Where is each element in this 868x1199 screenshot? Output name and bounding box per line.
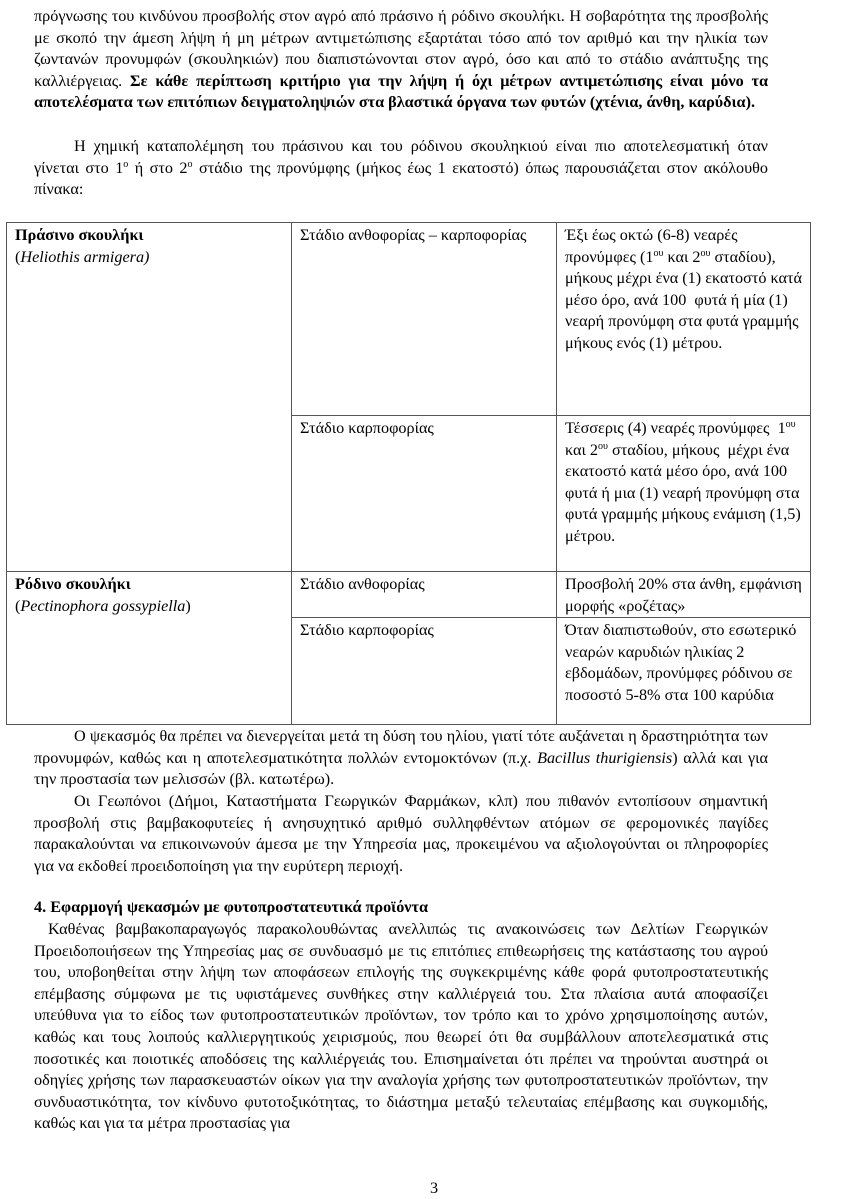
table-row xyxy=(7,223,811,416)
superscript: ου xyxy=(653,247,664,259)
superscript: ου xyxy=(785,419,796,430)
threshold-text: και 2 xyxy=(565,440,598,459)
paragraph-pest-forecast xyxy=(34,6,768,114)
threshold-cell: Όταν διαπιστωθούν, στο εσωτερικό νεαρών καρυδιών ηλικίας 2 εβδομάδων, προνύμφες ρόδινου σε ποσοστό 5-8% στα 100 καρύδια xyxy=(557,618,811,725)
paragraph-text: πρόγνωσης του κινδύνου προσβολής στον αγρό από πράσινο ή ρόδινο σκουλήκι. Η σοβαρότητα της προσβολής με σκοπό την άμεση λήψη ή μη μέτρων αντιμετώπισης εξαρτάται τόσο από τον αριθμό και την ηλικία των ζωντανών προνυμφών (σκουληκιών) που διαπιστώνονται στον αγρό, όσο και από το στάδιο ανάπτυξης της καλλιέργειας. xyxy=(34,7,768,90)
pest-name: Ρόδινο σκουλήκι xyxy=(15,575,131,593)
pest-latin-name: (Pectinophora gossypiella) xyxy=(15,596,191,615)
threshold-text: και 2 xyxy=(663,247,701,266)
paragraph-spraying-timing xyxy=(34,726,768,791)
pest-threshold-table xyxy=(6,222,811,725)
pest-latin-name: (Heliothis armigera) xyxy=(15,247,150,266)
pest-cell xyxy=(7,223,292,572)
paragraph-text: Η χημική καταπολέμηση του πράσινου και του ρόδινου σκουληκιού είναι πιο αποτελεσματική όταν γίνεται στο 1 xyxy=(34,137,768,177)
stage-cell: Στάδιο καρποφορίας xyxy=(292,416,557,572)
threshold-cell xyxy=(557,223,811,416)
paragraph-text: Ο ψεκασμός θα πρέπει να διενεργείται μετά τη δύση του ηλίου, γιατί τότε αυξάνεται η δραστηριότητα των προνυμφών, καθώς και η αποτελεσματικότητα πολλών εντομοκτόνων (π.χ. xyxy=(34,727,768,767)
paragraph-text: ) αλλά και για την προστασία των μελισσών (βλ. κατωτέρω). xyxy=(34,748,769,789)
threshold-text: Έξι έως οκτώ (6-8) νεαρές προνύμφες (1 xyxy=(565,226,738,266)
pest-name: Πράσινο σκουλήκι xyxy=(15,226,144,244)
paragraph-bold-text: Σε κάθε περίπτωση κριτήριο για την λήψη ή όχι μέτρων αντιμετώπισης είναι μόνο τα αποτελέσματα των επιτόπιων δειγματοληψιών στα βλαστικά όργανα των φυτών (χτένια, άνθη, καρύδια). xyxy=(34,71,768,112)
paragraph-text: ή στο 2 xyxy=(128,158,188,177)
threshold-text: σταδίου, μήκους μέχρι ένα εκατοστό κατά μέσο όρο, ανά 100 φυτά ή μια (1) νεαρή προνύμφη στα φυτά γραμμής μήκους ενάμιση (1,5) μέτρου. xyxy=(565,440,805,545)
pest-cell xyxy=(7,572,292,725)
section-heading: 4. Εφαρμογή ψεκασμών με φυτοπροστατευτικά προϊόντα xyxy=(34,898,429,916)
superscript: ο xyxy=(123,158,129,170)
paragraph-chemical-control xyxy=(34,136,768,201)
latin-name-text: Pectinophora gossypiella xyxy=(20,596,186,615)
page-number: 3 xyxy=(429,1179,439,1197)
stage-cell: Στάδιο καρποφορίας xyxy=(292,618,557,725)
latin-name-text: Heliothis armigera xyxy=(20,247,145,266)
table-row xyxy=(7,572,811,618)
stage-cell: Στάδιο ανθοφορίας xyxy=(292,572,557,618)
paragraph-text: στάδιο της προνύμφης (μήκος έως 1 εκατοστό) όπως παρουσιάζεται στον ακόλουθο πίνακα: xyxy=(34,158,768,199)
threshold-text: Τέσσερις (4) νεαρές προνύμφες 1 xyxy=(565,419,786,437)
threshold-text: σταδίου), μήκους μέχρι ένα (1) εκατοστό κατά μέσο όρο, ανά 100 φυτά ή μία (1) νεαρή προνύμφη στα φυτά γραμμής μήκους ενός (1) μέτρου. xyxy=(565,247,807,352)
paragraph-agronomists: Οι Γεωπόνοι (Δήμοι, Καταστήματα Γεωργικών Φαρμάκων, κλπ) που πιθανόν εντοπίσουν σημαντική προσβολή στις βαμβακοφυτείες ή ανησυχητικό αριθμό συλληφθέντων ατόμων σε φερομονικές παγίδες παρακαλούνται να επικοινωνούν άμεσα με την Υπηρεσία μας, προκειμένου να αξιολογούνται οι πληροφορίες για να εκδοθεί προειδοποίηση για την ευρύτερη περιοχή. xyxy=(34,792,768,875)
paragraph-italic-text: Bacillus thurigiensis xyxy=(537,748,673,767)
threshold-cell xyxy=(557,416,811,572)
section-body: Καθένας βαμβακοπαραγωγός παρακολουθώντας ανελλιπώς τις ανακοινώσεις των Δελτίων Γεωργικών Προειδοποιήσεων της Υπηρεσίας μας σε συνδυασμό με τις επιτόπιες επιθεωρήσεις της κατάστασης του αγρού του, υποβοηθείται στην λήψη των αποφάσεων επιλογής της συγκεκριμένης κάθε φορά φυτοπροστατευτικής επέμβασης σύμφωνα με τις υφιστάμενες συνθήκες στην καλλιέργειά του. Στα πλαίσια αυτά αποφασίζει υπεύθυνα για το είδος των φυτοπροστατευτικών προϊόντων, τον τρόπο και το χρόνο χρησιμοποίησης αυτών, καθώς και τους λοιπούς καλλιεργητικούς χειρισμούς, που θεωρεί ότι θα συμβάλλουν αποτελεσματικά στις ποσοτικές και ποιοτικές αποδόσεις της καλλιέργειάς του. Επισημαίνεται ότι πρέπει να τηρούνται αυστηρά οι οδηγίες χρήσης των παρασκευαστών οίκων για την αναλογία χρήσης των φυτοπροστατευτικών προϊόντων, την συνδυαστικότητα, τον κίνδυνο φυτοτοξικότητας, το διάστημα μεταξύ τελευταίας επέμβασης και συγκομιδής, καθώς και για τα μέτρα προστασίας για xyxy=(34,920,768,1133)
superscript: ο xyxy=(187,158,193,170)
superscript: ου xyxy=(598,440,608,452)
superscript: ου xyxy=(700,247,711,259)
threshold-cell: Προσβολή 20% στα άνθη, εμφάνιση μορφής «ροζέτας» xyxy=(557,572,811,618)
stage-cell: Στάδιο ανθοφορίας – καρποφορίας xyxy=(292,223,557,416)
